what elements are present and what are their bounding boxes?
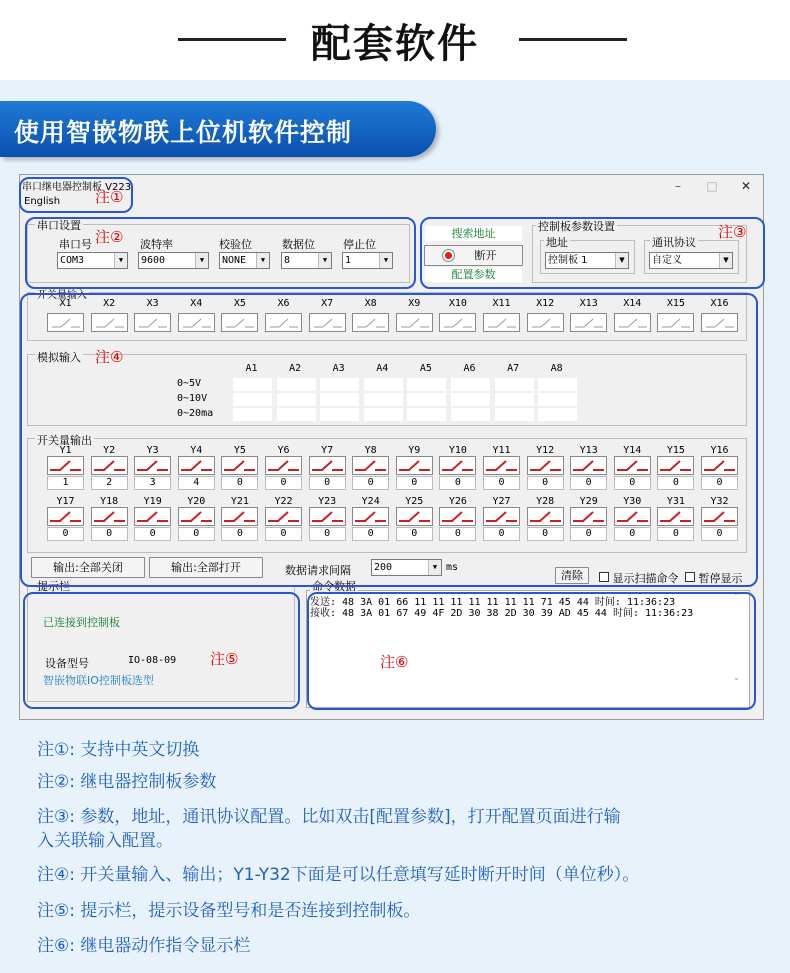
switch-input-label: 开关量输入 bbox=[35, 286, 89, 301]
address-value: 控制板 1 bbox=[548, 255, 588, 266]
input-label: X5 bbox=[233, 298, 246, 309]
relay-switch-icon bbox=[528, 508, 563, 525]
switch-input-indicator bbox=[352, 313, 389, 332]
switch-icon bbox=[353, 314, 388, 331]
analog-value-cell bbox=[538, 408, 577, 421]
input-label: X11 bbox=[492, 298, 511, 309]
annotation-box-5 bbox=[23, 592, 300, 709]
switch-icon bbox=[48, 314, 83, 331]
interval-unit: ms bbox=[446, 562, 459, 573]
analog-value-cell bbox=[495, 378, 534, 391]
scroll-up-icon[interactable]: ⌃ bbox=[733, 592, 740, 601]
relay-switch-icon bbox=[571, 457, 606, 474]
section-banner-text: 使用智嵌物联上位机软件控制 bbox=[14, 118, 353, 147]
note-1: 注①: 支持中英文切换 bbox=[37, 740, 200, 760]
analog-column-label: A3 bbox=[332, 363, 345, 374]
output-label: Y28 bbox=[536, 496, 555, 507]
switch-input-indicator bbox=[309, 313, 346, 332]
switch-input-indicator bbox=[483, 313, 520, 332]
relay-output-button[interactable] bbox=[91, 507, 128, 526]
analog-value-cell bbox=[277, 393, 316, 406]
analog-value-cell bbox=[364, 393, 403, 406]
output-label: Y3 bbox=[146, 445, 159, 456]
relay-switch-icon bbox=[310, 457, 345, 474]
relay-output-button[interactable] bbox=[352, 507, 389, 526]
scroll-down-icon[interactable]: ⌄ bbox=[733, 673, 740, 682]
analog-value-cell bbox=[451, 408, 490, 421]
interval-value: 200 bbox=[374, 562, 393, 573]
delay-input[interactable]: 0 bbox=[352, 476, 389, 490]
switch-input-indicator bbox=[91, 313, 128, 332]
analog-label: 模拟输入 bbox=[37, 351, 81, 364]
relay-output-button[interactable] bbox=[352, 456, 389, 475]
output-label: Y26 bbox=[448, 496, 467, 507]
note-4: 注④: 开关量输入、输出；Y1-Y32下面是可以任意填写延时断开时间（单位秒）。 bbox=[37, 865, 640, 885]
output-label: Y31 bbox=[666, 496, 685, 507]
delay-input[interactable]: 0 bbox=[396, 476, 433, 490]
relay-output-button[interactable] bbox=[483, 507, 520, 526]
input-label: X16 bbox=[710, 298, 729, 309]
relay-switch-icon bbox=[484, 457, 519, 474]
baud-label: 波特率 bbox=[140, 238, 173, 251]
relay-output-button[interactable] bbox=[91, 456, 128, 475]
analog-value-cell bbox=[451, 393, 490, 406]
delay-input[interactable]: 0 bbox=[352, 527, 389, 541]
stopbits-label: 停止位 bbox=[343, 238, 376, 251]
pause-label: 暂停显示 bbox=[698, 572, 743, 585]
delay-input[interactable]: 0 bbox=[614, 476, 651, 490]
relay-switch-icon bbox=[179, 508, 214, 525]
analog-value-cell bbox=[320, 393, 359, 406]
input-label: X2 bbox=[103, 298, 116, 309]
relay-output-button[interactable] bbox=[265, 507, 302, 526]
serial-group-label: 串口设置 bbox=[37, 219, 81, 232]
annotation-1: 注① bbox=[95, 188, 124, 206]
analog-value-cell bbox=[407, 378, 446, 391]
delay-input[interactable]: 0 bbox=[483, 476, 520, 490]
switch-icon bbox=[615, 314, 650, 331]
switch-input-indicator bbox=[265, 313, 302, 332]
input-label: X1 bbox=[59, 298, 72, 309]
switch-icon bbox=[179, 314, 214, 331]
relay-switch-icon bbox=[484, 508, 519, 525]
switch-output-label: 开关量输出 bbox=[37, 434, 92, 447]
delay-input[interactable]: 0 bbox=[309, 476, 346, 490]
delay-input[interactable]: 4 bbox=[178, 476, 215, 490]
parity-label: 校验位 bbox=[219, 238, 252, 251]
delay-input[interactable]: 0 bbox=[396, 527, 433, 541]
relay-output-button[interactable] bbox=[265, 456, 302, 475]
delay-input[interactable]: 0 bbox=[309, 527, 346, 541]
switch-input-indicator bbox=[47, 313, 84, 332]
parity-value: NONE bbox=[222, 255, 247, 266]
relay-output-button[interactable] bbox=[701, 507, 738, 526]
relay-output-button[interactable] bbox=[527, 456, 564, 475]
relay-switch-icon bbox=[528, 457, 563, 474]
output-label: Y7 bbox=[321, 445, 334, 456]
delay-input[interactable]: 0 bbox=[221, 527, 258, 541]
analog-value-cell bbox=[364, 408, 403, 421]
relay-output-button[interactable] bbox=[178, 456, 215, 475]
relay-output-button[interactable] bbox=[570, 456, 607, 475]
relay-switch-icon bbox=[658, 508, 693, 525]
chevron-down-icon: ▼ bbox=[318, 253, 331, 268]
switch-input-indicator bbox=[439, 313, 476, 332]
relay-switch-icon bbox=[179, 457, 214, 474]
analog-value-cell bbox=[538, 393, 577, 406]
delay-input[interactable]: 0 bbox=[439, 476, 476, 490]
analog-value-cell bbox=[495, 408, 534, 421]
switch-icon bbox=[266, 314, 301, 331]
switch-input-indicator bbox=[396, 313, 433, 332]
delay-input[interactable]: 0 bbox=[701, 527, 738, 541]
relay-switch-icon bbox=[48, 508, 83, 525]
all-off-button[interactable]: 输出:全部关闭 bbox=[31, 557, 145, 578]
connection-status: 已连接到控制板 bbox=[43, 616, 120, 629]
delay-input[interactable]: 0 bbox=[439, 527, 476, 541]
output-label: Y13 bbox=[579, 445, 598, 456]
relay-output-button[interactable] bbox=[570, 507, 607, 526]
databits-value: 8 bbox=[284, 255, 291, 266]
relay-switch-icon bbox=[135, 508, 170, 525]
output-label: Y5 bbox=[233, 445, 246, 456]
input-label: X7 bbox=[321, 298, 334, 309]
relay-switch-icon bbox=[135, 457, 170, 474]
output-label: Y23 bbox=[318, 496, 337, 507]
baud-value: 9600 bbox=[141, 255, 166, 266]
selection-link[interactable]: 智嵌物联IO控制板选型 bbox=[43, 674, 154, 687]
output-label: Y6 bbox=[277, 445, 290, 456]
annotation-5: 注⑤ bbox=[210, 650, 239, 668]
switch-input-indicator bbox=[178, 313, 215, 332]
model-label: 设备型号 bbox=[45, 657, 89, 670]
relay-output-button[interactable] bbox=[47, 456, 84, 475]
relay-switch-icon bbox=[353, 508, 388, 525]
output-label: Y22 bbox=[274, 496, 293, 507]
relay-switch-icon bbox=[658, 457, 693, 474]
annotation-6: 注⑥ bbox=[380, 653, 409, 671]
relay-switch-icon bbox=[702, 457, 737, 474]
analog-column-label: A5 bbox=[419, 363, 432, 374]
page-title: 配套软件 bbox=[311, 21, 479, 67]
switch-icon bbox=[528, 314, 563, 331]
chevron-down-icon: ▼ bbox=[114, 253, 127, 268]
switch-icon bbox=[222, 314, 257, 331]
output-label: Y19 bbox=[143, 496, 162, 507]
interval-label: 数据请求间隔 bbox=[285, 564, 351, 577]
input-label: X13 bbox=[579, 298, 598, 309]
switch-input-indicator bbox=[134, 313, 171, 332]
relay-output-button[interactable] bbox=[134, 507, 171, 526]
relay-switch-icon bbox=[397, 457, 432, 474]
relay-output-button[interactable] bbox=[701, 456, 738, 475]
switch-input-indicator bbox=[701, 313, 738, 332]
config-params-button[interactable]: 配置参数 bbox=[425, 267, 522, 282]
relay-switch-icon bbox=[222, 457, 257, 474]
input-label: X6 bbox=[277, 298, 290, 309]
delay-input[interactable]: 0 bbox=[701, 476, 738, 490]
output-label: Y11 bbox=[492, 445, 511, 456]
analog-range-label: 0~20ma bbox=[177, 408, 214, 419]
output-label: Y29 bbox=[579, 496, 598, 507]
analog-value-cell bbox=[407, 393, 446, 406]
chevron-down-icon: ▼ bbox=[719, 253, 732, 268]
annotation-box-6 bbox=[307, 592, 756, 710]
chevron-down-icon: ▼ bbox=[195, 253, 208, 268]
delay-input[interactable]: 3 bbox=[134, 476, 171, 490]
relay-switch-icon bbox=[397, 508, 432, 525]
port-label: 串口号 bbox=[59, 238, 92, 251]
protocol-value: 自定义 bbox=[652, 255, 682, 266]
relay-output-button[interactable] bbox=[657, 507, 694, 526]
command-label: 命令数据 bbox=[312, 580, 356, 593]
protocol-label: 通讯协议 bbox=[652, 236, 696, 249]
delay-input[interactable]: 0 bbox=[527, 527, 564, 541]
switch-icon bbox=[658, 314, 693, 331]
output-label: Y12 bbox=[536, 445, 555, 456]
relay-switch-icon bbox=[48, 457, 83, 474]
switch-icon bbox=[484, 314, 519, 331]
analog-value-cell bbox=[277, 408, 316, 421]
analog-range-label: 0~5V bbox=[177, 378, 202, 389]
switch-icon bbox=[440, 314, 475, 331]
analog-value-cell bbox=[320, 378, 359, 391]
delay-input[interactable]: 0 bbox=[178, 527, 215, 541]
output-label: Y24 bbox=[361, 496, 380, 507]
relay-output-button[interactable] bbox=[134, 456, 171, 475]
analog-range-label: 0~10V bbox=[177, 393, 208, 404]
relay-output-button[interactable] bbox=[439, 507, 476, 526]
databits-label: 数据位 bbox=[282, 238, 315, 251]
input-label: X9 bbox=[408, 298, 421, 309]
delay-input[interactable]: 1 bbox=[47, 476, 84, 490]
analog-column-label: A4 bbox=[376, 363, 389, 374]
relay-output-button[interactable] bbox=[396, 456, 433, 475]
delay-input[interactable]: 0 bbox=[570, 527, 607, 541]
relay-switch-icon bbox=[440, 508, 475, 525]
relay-switch-icon bbox=[571, 508, 606, 525]
relay-switch-icon bbox=[266, 508, 301, 525]
analog-column-label: A6 bbox=[463, 363, 476, 374]
switch-input-indicator bbox=[527, 313, 564, 332]
relay-output-button[interactable] bbox=[309, 507, 346, 526]
delay-input[interactable]: 0 bbox=[134, 527, 171, 541]
model-value: IO-08-09 bbox=[128, 655, 177, 666]
disconnect-label: 断开 bbox=[474, 249, 497, 262]
output-label: Y18 bbox=[100, 496, 119, 507]
delay-input[interactable]: 0 bbox=[265, 476, 302, 490]
switch-input-indicator bbox=[221, 313, 258, 332]
maximize-icon[interactable]: □ bbox=[706, 179, 718, 193]
output-label: Y4 bbox=[190, 445, 203, 456]
delay-input[interactable]: 0 bbox=[221, 476, 258, 490]
language-menu[interactable]: English bbox=[24, 196, 61, 207]
output-label: Y27 bbox=[492, 496, 511, 507]
analog-value-cell bbox=[495, 393, 534, 406]
relay-output-button[interactable] bbox=[657, 456, 694, 475]
delay-input[interactable]: 0 bbox=[657, 476, 694, 490]
relay-switch-icon bbox=[222, 508, 257, 525]
delay-input[interactable]: 0 bbox=[527, 476, 564, 490]
note-5: 注⑤: 提示栏，提示设备型号和是否连接到控制板。 bbox=[37, 901, 421, 921]
delay-input[interactable]: 0 bbox=[614, 527, 651, 541]
input-label: X3 bbox=[146, 298, 159, 309]
delay-input[interactable]: 0 bbox=[657, 527, 694, 541]
clear-button[interactable]: 清除 bbox=[555, 567, 589, 584]
relay-output-button[interactable] bbox=[614, 507, 651, 526]
analog-value-cell bbox=[233, 378, 272, 391]
output-label: Y25 bbox=[405, 496, 424, 507]
address-label: 地址 bbox=[546, 236, 568, 249]
annotation-3: 注③ bbox=[718, 223, 747, 241]
relay-switch-icon bbox=[440, 457, 475, 474]
output-label: Y9 bbox=[408, 445, 421, 456]
relay-switch-icon bbox=[266, 457, 301, 474]
switch-input-indicator bbox=[570, 313, 607, 332]
relay-switch-icon bbox=[615, 508, 650, 525]
input-label: X14 bbox=[623, 298, 642, 309]
annotation-4: 注④ bbox=[95, 348, 124, 366]
switch-icon bbox=[397, 314, 432, 331]
delay-input[interactable]: 0 bbox=[91, 527, 128, 541]
relay-switch-icon bbox=[353, 457, 388, 474]
relay-output-button[interactable] bbox=[527, 507, 564, 526]
note-2: 注②: 继电器控制板参数 bbox=[37, 772, 217, 792]
chevron-down-icon: ▼ bbox=[379, 253, 392, 268]
all-on-button[interactable]: 输出:全部打开 bbox=[149, 557, 263, 578]
relay-output-button[interactable] bbox=[221, 456, 258, 475]
relay-output-button[interactable] bbox=[439, 456, 476, 475]
hint-label: 提示栏 bbox=[37, 580, 70, 593]
note-3-cont: 入关联输入配置。 bbox=[37, 831, 173, 851]
delay-input[interactable]: 0 bbox=[483, 527, 520, 541]
output-label: Y8 bbox=[364, 445, 377, 456]
window-title: 串口继电器控制板 V223 bbox=[22, 182, 132, 193]
input-label: X12 bbox=[536, 298, 555, 309]
delay-input[interactable]: 2 bbox=[91, 476, 128, 490]
relay-switch-icon bbox=[310, 508, 345, 525]
annotation-2: 注② bbox=[95, 228, 124, 246]
relay-output-button[interactable] bbox=[47, 507, 84, 526]
analog-value-cell bbox=[538, 378, 577, 391]
analog-column-label: A7 bbox=[507, 363, 520, 374]
output-label: Y16 bbox=[710, 445, 729, 456]
relay-switch-icon bbox=[702, 508, 737, 525]
relay-switch-icon bbox=[92, 508, 127, 525]
close-icon[interactable]: ✕ bbox=[740, 179, 752, 193]
output-label: Y32 bbox=[710, 496, 729, 507]
stopbits-value: 1 bbox=[345, 255, 352, 266]
chevron-down-icon: ▼ bbox=[428, 560, 441, 575]
switch-input-indicator bbox=[614, 313, 651, 332]
analog-value-cell bbox=[451, 378, 490, 391]
note-3: 注③: 参数，地址，通讯协议配置。比如双击[配置参数]，打开配置页面进行输 bbox=[37, 807, 621, 827]
output-label: Y14 bbox=[623, 445, 642, 456]
analog-column-label: A1 bbox=[245, 363, 258, 374]
show-scan-label: 显示扫描命令 bbox=[612, 572, 679, 585]
delay-input[interactable]: 0 bbox=[47, 527, 84, 541]
analog-column-label: A2 bbox=[289, 363, 302, 374]
relay-output-button[interactable] bbox=[483, 456, 520, 475]
input-label: X8 bbox=[364, 298, 377, 309]
analog-value-cell bbox=[320, 408, 359, 421]
output-label: Y21 bbox=[230, 496, 249, 507]
annotation-box-2 bbox=[25, 217, 416, 289]
analog-value-cell bbox=[277, 378, 316, 391]
relay-output-button[interactable] bbox=[221, 507, 258, 526]
delay-input[interactable]: 0 bbox=[265, 527, 302, 541]
chevron-down-icon: ▼ bbox=[615, 253, 628, 268]
search-address-button[interactable]: 搜索地址 bbox=[425, 226, 522, 241]
annotation-box-3 bbox=[420, 217, 765, 289]
analog-value-cell bbox=[407, 408, 446, 421]
relay-output-button[interactable] bbox=[614, 456, 651, 475]
output-label: Y20 bbox=[187, 496, 206, 507]
switch-icon bbox=[92, 314, 127, 331]
send-line: 发送: 48 3A 01 66 11 11 11 11 11 11 11 71 45 44 时间: 11:36:23 bbox=[310, 597, 676, 608]
output-label: Y15 bbox=[666, 445, 685, 456]
analog-value-cell bbox=[233, 393, 272, 406]
output-label: Y2 bbox=[103, 445, 116, 456]
relay-switch-icon bbox=[92, 457, 127, 474]
output-label: Y1 bbox=[59, 445, 72, 456]
relay-switch-icon bbox=[615, 457, 650, 474]
annotation-box-4 bbox=[20, 293, 758, 587]
chevron-down-icon: ▼ bbox=[256, 253, 269, 268]
analog-column-label: A8 bbox=[550, 363, 563, 374]
input-label: X4 bbox=[190, 298, 203, 309]
output-label: Y10 bbox=[448, 445, 467, 456]
board-params-label: 控制板参数设置 bbox=[538, 220, 615, 233]
relay-output-button[interactable] bbox=[309, 456, 346, 475]
recv-line: 接收: 48 3A 01 67 49 4F 2D 30 38 2D 30 39 AD 45 44 时间: 11:36:23 bbox=[310, 608, 694, 619]
note-6: 注⑥: 继电器动作指令显示栏 bbox=[37, 936, 251, 956]
minimize-icon[interactable]: – bbox=[675, 179, 681, 193]
switch-icon bbox=[571, 314, 606, 331]
port-value: COM3 bbox=[60, 255, 85, 266]
relay-output-button[interactable] bbox=[178, 507, 215, 526]
output-label: Y30 bbox=[623, 496, 642, 507]
input-label: X10 bbox=[448, 298, 467, 309]
output-label: Y17 bbox=[56, 496, 75, 507]
relay-output-button[interactable] bbox=[396, 507, 433, 526]
switch-input-indicator bbox=[657, 313, 694, 332]
analog-value-cell bbox=[364, 378, 403, 391]
input-label: X15 bbox=[666, 298, 685, 309]
switch-icon bbox=[310, 314, 345, 331]
delay-input[interactable]: 0 bbox=[570, 476, 607, 490]
switch-icon bbox=[702, 314, 737, 331]
switch-icon bbox=[135, 314, 170, 331]
analog-value-cell bbox=[233, 408, 272, 421]
